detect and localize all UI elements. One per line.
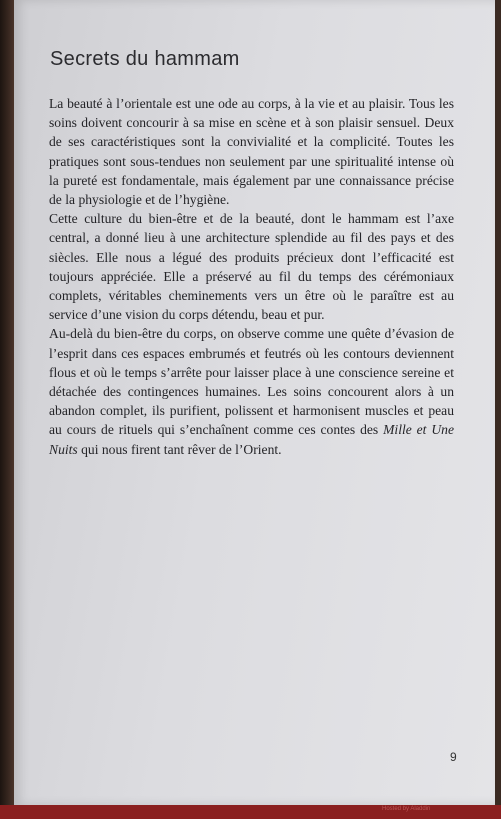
book-title-italic: Mille et Une Nuits xyxy=(49,422,454,457)
page-number: 9 xyxy=(450,750,457,764)
paragraph-3: Au-delà du bien-être du corps, on observe comme une quête d’évasion de l’esprit dans ces espaces embrumés et feutrés où les contours deviennent flous et où le temps s’arrête pour laisser place à une conscience sereine et détachée des contingences humaines. Les soins concourent alors à un abandon complet, ils purifient, polissent et harmonisent muscles et peau au cours de rituels qui s’enchaînent comme ces contes des Mille et Une Nuits qui nous firent tant rêver de l’Orient. xyxy=(49,326,454,457)
paragraph-2: Cette culture du bien-être et de la beauté, dont le hammam est l’axe central, a donné lieu à une architecture splendide au fil des pays et des siècles. Elle nous a légué des produits précieux dont l’efficacité est toujours appréciée. Elle a préservé au fil du temps des cérémoniaux complets, véritables cheminements vers un être où le paraître est au service d’une vision du corps détendu, beau et pur. xyxy=(49,211,454,323)
body-text xyxy=(49,94,454,459)
watermark: Hosted by Aladdin xyxy=(382,806,431,812)
book-spine xyxy=(0,0,14,819)
chapter-title: Secrets du hammam xyxy=(50,48,240,70)
paragraph-1: La beauté à l’orientale est une ode au corps, à la vie et au plaisir. Tous les soins doivent concourir à sa mise en scène et à son plaisir sensuel. Deux de ses caractéristiques sont la convivialité et la complicité. Toutes les pratiques sont sous-tendues non seulement par une spiritualité intense où la pureté est fondamentale, mais également par une connaissance précise de la physiologie et de l’hygiène. xyxy=(49,96,454,208)
